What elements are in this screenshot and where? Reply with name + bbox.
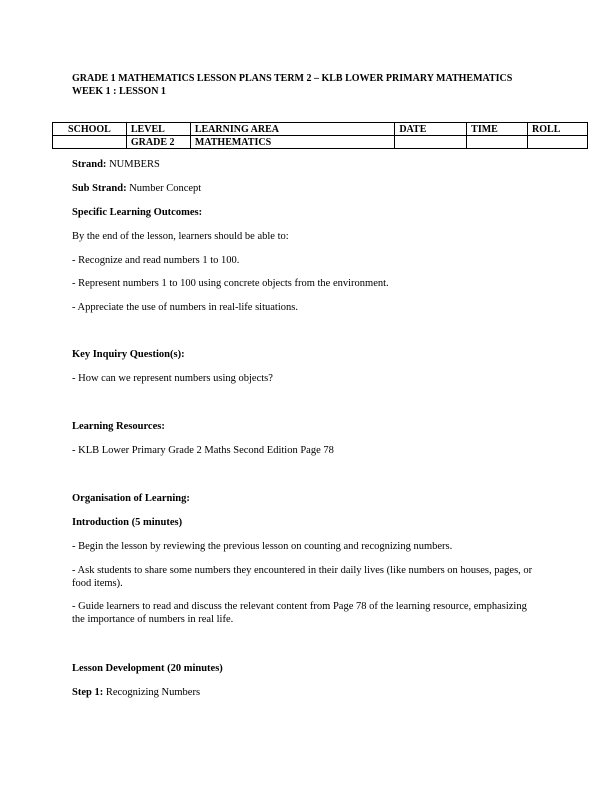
resources-heading: Learning Resources: xyxy=(72,421,165,432)
lesson-info-table xyxy=(52,122,588,149)
outcomes-intro: By the end of the lesson, learners should be able to: xyxy=(72,231,289,242)
strand-line xyxy=(72,158,542,171)
list-item: - Begin the lesson by reviewing the previous lesson on counting and recognizing numbers. xyxy=(72,541,453,552)
cell-learning-area: MATHEMATICS xyxy=(190,136,395,149)
step-1-label: Step 1: xyxy=(72,687,104,698)
list-item: - How can we represent numbers using objects? xyxy=(72,373,273,384)
cell-roll xyxy=(528,136,588,149)
sub-strand-value: Number Concept xyxy=(126,183,202,194)
introduction-heading: Introduction (5 minutes) xyxy=(72,517,183,528)
list-item: - Appreciate the use of numbers in real-life situations. xyxy=(72,302,298,313)
list-item: - Guide learners to read and discuss the relevant content from Page 78 of the learning resource, emphasizing the importance of numbers in real life. xyxy=(72,601,527,625)
header-level: LEVEL xyxy=(126,123,190,136)
organisation-heading: Organisation of Learning: xyxy=(72,493,190,504)
cell-date xyxy=(395,136,467,149)
outcomes-heading: Specific Learning Outcomes: xyxy=(72,207,203,218)
sub-strand-label: Sub Strand: xyxy=(72,183,127,194)
inquiry-heading: Key Inquiry Question(s): xyxy=(72,349,185,360)
cell-time xyxy=(467,136,528,149)
header-learning-area: LEARNING AREA xyxy=(190,123,395,136)
step-1-value: Recognizing Numbers xyxy=(103,687,201,698)
header-roll: ROLL xyxy=(528,123,588,136)
header-date: DATE xyxy=(395,123,467,136)
strand-value: NUMBERS xyxy=(106,159,160,170)
table-header-row xyxy=(53,123,588,136)
title-line-2: WEEK 1 : LESSON 1 xyxy=(72,86,166,97)
development-heading: Lesson Development (20 minutes) xyxy=(72,663,223,674)
header-time: TIME xyxy=(467,123,528,136)
table-row xyxy=(53,136,588,149)
strand-label: Strand: xyxy=(72,159,107,170)
list-item: - Recognize and read numbers 1 to 100. xyxy=(72,255,240,266)
list-item: - Represent numbers 1 to 100 using concrete objects from the environment. xyxy=(72,278,389,289)
cell-school xyxy=(53,136,127,149)
step-1-line xyxy=(72,686,542,699)
list-item: - KLB Lower Primary Grade 2 Maths Second Edition Page 78 xyxy=(72,445,334,456)
document-title xyxy=(72,72,572,98)
header-school: SCHOOL xyxy=(53,123,127,136)
list-item: - Ask students to share some numbers they encountered in their daily lives (like numbers on houses, pages, or food items). xyxy=(72,565,533,589)
title-line-1: GRADE 1 MATHEMATICS LESSON PLANS TERM 2 – KLB LOWER PRIMARY MATHEMATICS xyxy=(72,73,513,84)
cell-level: GRADE 2 xyxy=(126,136,190,149)
sub-strand-line xyxy=(72,182,542,195)
